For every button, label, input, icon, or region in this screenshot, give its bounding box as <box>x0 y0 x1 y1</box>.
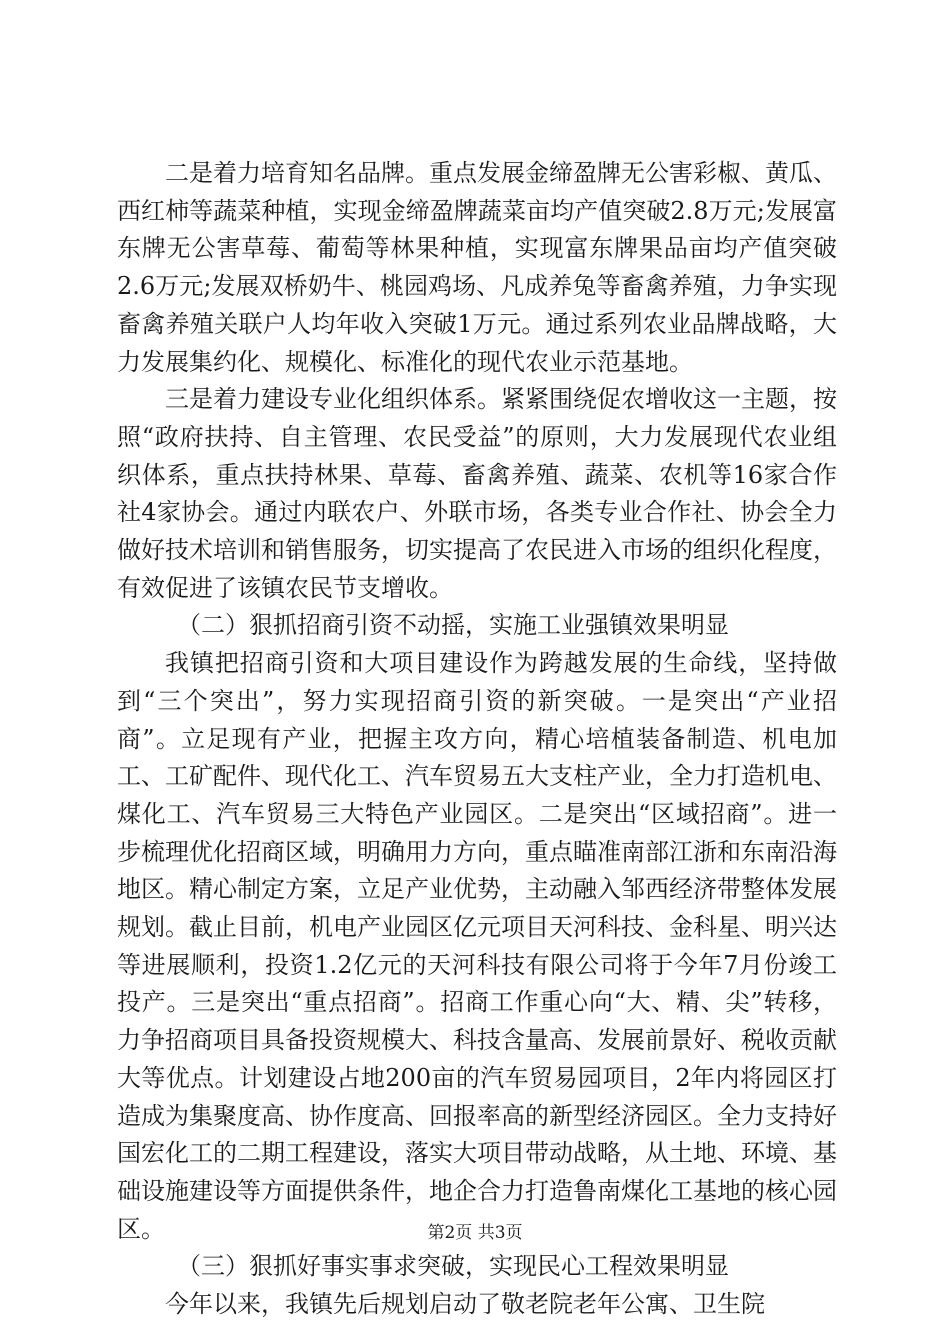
document-body <box>117 155 837 1324</box>
paragraph-livelihood: 今年以来，我镇先后规划启动了敬老院老年公寓、卫生院 <box>165 1290 765 1319</box>
paragraph-brand-building: 二是着力培育知名品牌。重点发展金缔盈牌无公害彩椒、黄瓜、西红柿等蔬菜种植，实现金缔盈牌蔬菜亩均产值突破2.8万元;发展富东牌无公害草莓、葡萄等林果种植，实现富东牌果品亩均产值突破2.6万元;发展双桥奶牛、桃园鸡场、凡成养兔等畜禽养殖，力争实现畜禽养殖关联户人均年收入突破1万元。通过系列农业品牌战略，大力发展集约化、规模化、标准化的现代农业示范基地。 <box>117 159 837 376</box>
paragraph-investment: 我镇把招商引资和大项目建设作为跨越发展的生命线，坚持做到“三个突出”，努力实现招商引资的新突破。一是突出“产业招商”。立足现有产业，把握主攻方向，精心培植装备制造、机电加工、工矿配件、现代化工、汽车贸易五大支柱产业，全力打造机电、煤化工、汽车贸易三大特色产业园区。二是突出“区域招商”。进一步梳理优化招商区域，明确用力方向，重点瞄准南部江浙和东南沿海地区。精心制定方案，立足产业优势，主动融入邹西经济带整体发展规划。截止目前，机电产业园区亿元项目天河科技、金科星、明兴达等进展顺利，投资1.2亿元的天河科技有限公司将于今年7月份竣工投产。三是突出“重点招商”。招商工作重心向“大、精、尖”转移，力争招商项目具备投资规模大、科技含量高、发展前景好、税收贡献大等优点。计划建设占地200亩的汽车贸易园项目，2年内将园区打造成为集聚度高、协作度高、回报率高的新型经济园区。全力支持好国宏化工的二期工程建设，落实大项目带动战略，从土地、环境、基础设施建设等方面提供条件，地企合力打造鲁南煤化工基地的核心园区。 <box>117 649 837 1243</box>
section-heading-investment: （二）狠抓招商引资不动摇，实施工业强镇效果明显 <box>177 611 729 640</box>
page-number-footer: 第2页 共3页 <box>427 1223 523 1243</box>
paragraph-organization-system: 三是着力建设专业化组织体系。紧紧围绕促农增收这一主题，按照“政府扶持、自主管理、农民受益”的原则，大力发展现代农业组织体系，重点扶持林果、草莓、畜禽养殖、蔬菜、农机等16家合作社4家协会。通过内联农户、外联市场，各类专业合作社、协会全力做好技术培训和销售服务，切实提高了农民进入市场的组织化程度，有效促进了该镇农民节支增收。 <box>117 385 837 602</box>
section-heading-livelihood: （三）狠抓好事实事求突破，实现民心工程效果明显 <box>177 1252 729 1281</box>
